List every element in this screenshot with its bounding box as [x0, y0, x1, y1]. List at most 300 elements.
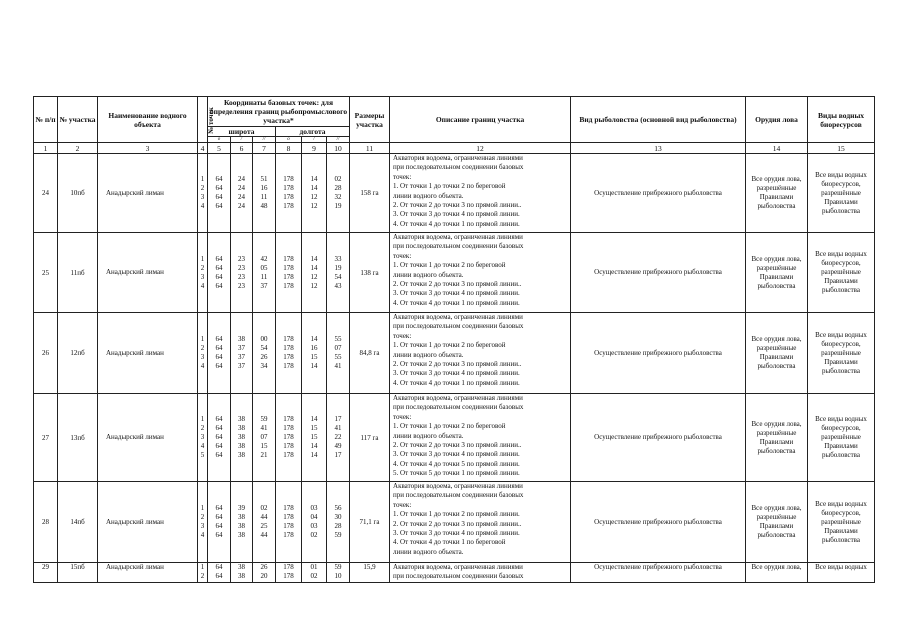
lon-degrees: [276, 482, 302, 563]
lat-minutes: [231, 233, 253, 313]
header-latitude: широта: [208, 127, 276, 137]
lon-seconds-line: 49: [334, 442, 342, 450]
lat-degrees-line: 64: [215, 353, 223, 361]
lat-seconds: [253, 233, 276, 313]
lon-minutes-line: 12: [310, 193, 318, 201]
point-numbers: [198, 563, 208, 583]
point-numbers-line: 4: [200, 202, 205, 210]
section-number: 12пб: [58, 313, 98, 394]
table-row: [34, 313, 875, 394]
fishing-gear: Все орудия лова, разрешённые Правилами рыболовства: [746, 313, 808, 394]
lon-seconds: [327, 482, 350, 563]
lat-minutes-line: 24: [238, 175, 245, 183]
table-body: [34, 154, 875, 583]
boundary-description-line: Акватория водоема, ограниченная линиями: [393, 394, 523, 402]
lon-degrees: [276, 563, 302, 583]
point-numbers-line: 2: [200, 263, 205, 272]
lon-seconds: [327, 563, 350, 583]
col-number: 13: [571, 143, 746, 154]
lon-degrees-line: 178: [283, 353, 294, 361]
point-numbers-line: 3: [200, 272, 205, 281]
lat-minutes: [231, 394, 253, 482]
lon-seconds-line: 33: [334, 254, 342, 263]
lon-degrees-line: 178: [283, 572, 294, 580]
water-body-name: Анадырский лиман: [98, 154, 198, 233]
bio-species: Все виды водных биоресурсов, разрешённые Правилами рыболовства: [808, 482, 875, 563]
lon-seconds-line: 28: [334, 184, 342, 192]
lat-degrees-line: 64: [215, 202, 223, 210]
lon-degrees-line: 178: [283, 531, 294, 539]
lat-seconds-line: 16: [260, 184, 268, 192]
lat-seconds: [253, 313, 276, 394]
section-number: 14пб: [58, 482, 98, 563]
lat-degrees-line: 64: [215, 362, 223, 370]
boundary-description-line: Акватория водоема, ограниченная линиями: [393, 154, 523, 162]
lon-minutes-line: 14: [310, 184, 318, 192]
boundary-description-line: 4. От точки 4 до точки 1 по прямой линии.: [393, 378, 520, 387]
lat-minutes-line: 23: [238, 263, 245, 272]
row-number: 27: [34, 394, 58, 482]
lon-seconds-line: 07: [334, 344, 342, 352]
lon-minutes-line: 14: [310, 415, 318, 423]
lat-minutes-line: 38: [238, 563, 245, 571]
lat-seconds-line: 41: [260, 424, 268, 432]
lon-minutes-line: 03: [310, 504, 318, 512]
boundary-description-line: 1. От точки 1 до точки 2 по береговой: [393, 261, 506, 270]
lon-seconds-line: 10: [334, 572, 342, 580]
lat-degrees-line: 64: [215, 433, 223, 441]
lon-minutes-line: 03: [310, 522, 318, 530]
point-numbers-line: 3: [200, 193, 205, 201]
lon-minutes: [302, 482, 327, 563]
lat-minutes-line: 38: [238, 513, 245, 521]
area-size: 15,9: [350, 563, 390, 583]
header-num: № п/п: [34, 97, 58, 143]
lat-degrees-line: 64: [215, 572, 223, 580]
lat-seconds-line: 15: [260, 442, 268, 450]
boundary-description-line: Акватория водоема, ограниченная линиями: [393, 482, 523, 490]
lon-degrees-line: 178: [283, 193, 294, 201]
point-numbers: [198, 233, 208, 313]
lat-degrees-line: 64: [215, 272, 223, 281]
point-numbers-line: 1: [200, 335, 205, 343]
lat-seconds-line: 02: [260, 504, 268, 512]
boundary-description-line: 1. От точки 1 до точки 2 по береговой: [393, 182, 506, 191]
lon-seconds: [327, 394, 350, 482]
point-numbers-line: 3: [200, 522, 205, 530]
lon-minutes-line: 12: [310, 272, 318, 281]
point-numbers-line: 5: [200, 451, 205, 459]
lat-degrees-line: 64: [215, 281, 223, 290]
lon-seconds-line: 41: [334, 424, 342, 432]
lat-degrees-line: 64: [215, 184, 223, 192]
fishing-gear: Все орудия лова, разрешённые Правилами рыболовства: [746, 154, 808, 233]
row-number: 28: [34, 482, 58, 563]
col-number: 7: [253, 143, 276, 154]
boundary-description-line: точек:: [393, 331, 412, 340]
header-size: Размеры участка: [350, 97, 390, 143]
lat-degrees-line: 64: [215, 531, 223, 539]
lon-degrees: [276, 154, 302, 233]
lat-minutes-line: 24: [238, 202, 245, 210]
lon-minutes-line: 15: [310, 424, 318, 432]
lon-degrees-line: 178: [283, 362, 294, 370]
point-numbers-line: 1: [200, 175, 205, 183]
lon-degrees-line: 178: [283, 563, 294, 571]
lat-degrees-line: 64: [215, 442, 223, 450]
lat-seconds-line: 44: [260, 531, 268, 539]
area-size: 158 га: [350, 154, 390, 233]
col-number: 8: [276, 143, 302, 154]
lon-seconds: [327, 233, 350, 313]
lat-degrees-line: 64: [215, 563, 223, 571]
point-numbers: [198, 394, 208, 482]
fishing-areas-table: [33, 96, 875, 583]
lat-min-sub: /: [231, 137, 253, 143]
boundary-description-line: 3. От точки 3 до точки 4 по прямой линии.: [393, 289, 520, 298]
water-body-name: Анадырский лиман: [98, 313, 198, 394]
header-longitude: долгота: [276, 127, 350, 137]
col-number: 5: [208, 143, 231, 154]
table-row: [34, 394, 875, 482]
lat-degrees: [208, 233, 231, 313]
lat-minutes: [231, 154, 253, 233]
col-number: 4: [198, 143, 208, 154]
lat-seconds-line: 07: [260, 433, 268, 441]
boundary-description-line: Акватория водоема, ограниченная линиями: [393, 563, 523, 571]
lat-minutes-line: 38: [238, 433, 245, 441]
lat-minutes-line: 39: [238, 504, 245, 512]
boundary-description-line: Акватория водоема, ограниченная линиями: [393, 233, 523, 241]
lon-seconds-line: 22: [334, 433, 342, 441]
lat-seconds-line: 42: [260, 254, 268, 263]
lat-degrees-line: 64: [215, 513, 223, 521]
bio-species: Все виды водных: [808, 563, 875, 583]
lat-seconds-line: 00: [260, 335, 268, 343]
lat-degrees-line: 64: [215, 504, 223, 512]
lon-deg-sub: о: [276, 137, 302, 143]
header-gear: Орудия лова: [746, 97, 808, 143]
table-row: [34, 482, 875, 563]
lat-seconds-line: 34: [260, 362, 268, 370]
lat-seconds: [253, 482, 276, 563]
header-coords: Координаты базовых точек: для определения границ рыбопромыслового участка*: [208, 97, 350, 127]
fishing-type: Осуществление прибрежного рыболовства: [571, 482, 746, 563]
lat-minutes-line: 38: [238, 442, 245, 450]
lat-degrees: [208, 313, 231, 394]
lat-minutes-line: 38: [238, 424, 245, 432]
boundary-description-line: 2. От точки 2 до точки 3 по прямой линии..: [393, 360, 522, 369]
lon-minutes-line: 14: [310, 442, 318, 450]
table-row: [34, 154, 875, 233]
point-numbers-line: 1: [200, 415, 205, 423]
fishing-type: Осуществление прибрежного рыболовства: [571, 233, 746, 313]
lon-seconds-line: 54: [334, 272, 342, 281]
lon-minutes-line: 01: [310, 563, 318, 571]
lat-degrees-line: 64: [215, 254, 223, 263]
lat-minutes-line: 37: [238, 353, 245, 361]
bio-species: Все виды водных биоресурсов, разрешённые Правилами рыболовства: [808, 154, 875, 233]
col-number: 11: [350, 143, 390, 154]
lon-degrees-line: 178: [283, 415, 294, 423]
boundary-description-line: линии водного объекта.: [393, 191, 464, 200]
point-numbers-line: 1: [200, 254, 205, 263]
boundary-description-line: 4. От точки 4 до точки 1 по береговой: [393, 538, 506, 547]
point-numbers-line: 2: [200, 424, 205, 432]
col-number: 12: [390, 143, 571, 154]
boundary-description-line: точек:: [393, 500, 412, 509]
lon-seconds-line: 59: [334, 563, 342, 571]
header-fishing-type: Вид рыболовства (основной вид рыболовства): [571, 97, 746, 143]
lon-seconds-line: 55: [334, 353, 342, 361]
boundary-description: [390, 482, 571, 563]
boundary-description-line: 2. От точки 2 до точки 3 по прямой линии..: [393, 519, 522, 528]
lat-deg-sub: о: [208, 137, 231, 143]
lat-minutes-line: 23: [238, 272, 245, 281]
col-number: 9: [302, 143, 327, 154]
lon-minutes: [302, 563, 327, 583]
lat-seconds-line: 26: [260, 563, 268, 571]
lon-minutes-line: 14: [310, 175, 318, 183]
lat-degrees-line: 64: [215, 175, 223, 183]
lon-minutes-line: 02: [310, 531, 318, 539]
point-numbers-line: 4: [200, 281, 205, 290]
boundary-description-line: точек:: [393, 172, 412, 181]
lon-degrees-line: 178: [283, 451, 294, 459]
lat-minutes-line: 38: [238, 451, 245, 459]
lat-minutes: [231, 482, 253, 563]
lon-minutes: [302, 394, 327, 482]
area-size: 71,1 га: [350, 482, 390, 563]
section-number: 11пб: [58, 233, 98, 313]
section-number: 10пб: [58, 154, 98, 233]
row-number: 25: [34, 233, 58, 313]
boundary-description-line: при последовательном соединении базовых: [393, 322, 524, 331]
lat-degrees-line: 64: [215, 344, 223, 352]
lon-seconds-line: 02: [334, 175, 342, 183]
boundary-description-line: при последовательном соединении базовых: [393, 403, 524, 412]
lon-degrees-line: 178: [283, 513, 294, 521]
lon-seconds-line: 17: [334, 451, 342, 459]
boundary-description-line: 3. От точки 3 до точки 4 по прямой линии.: [393, 529, 520, 538]
lat-seconds: [253, 154, 276, 233]
document-sheet: [33, 96, 874, 583]
col-number: 1: [34, 143, 58, 154]
boundary-description-line: при последовательном соединении базовых: [393, 163, 524, 172]
boundary-description-line: 3. От точки 3 до точки 4 по прямой линии.: [393, 210, 520, 219]
lon-degrees-line: 178: [283, 335, 294, 343]
lon-degrees-line: 178: [283, 522, 294, 530]
lon-degrees-line: 178: [283, 254, 294, 263]
lat-seconds-line: 54: [260, 344, 268, 352]
boundary-description-line: 1. От точки 1 до точки 2 по береговой: [393, 341, 506, 350]
lat-seconds-line: 05: [260, 263, 268, 272]
boundary-description-line: при последовательном соединении базовых: [393, 572, 524, 581]
lon-min-sub: /: [302, 137, 327, 143]
lon-degrees-line: 178: [283, 281, 294, 290]
lat-minutes-line: 38: [238, 335, 245, 343]
fishing-gear: Все орудия лова,: [746, 563, 808, 583]
lat-degrees-line: 64: [215, 193, 223, 201]
lat-seconds: [253, 394, 276, 482]
lon-seconds-line: 17: [334, 415, 342, 423]
lon-seconds-line: 41: [334, 362, 342, 370]
boundary-description-line: 3. От точки 3 до точки 4 по прямой линии.: [393, 450, 520, 459]
fishing-gear: Все орудия лова, разрешённые Правилами рыболовства: [746, 394, 808, 482]
lat-minutes-line: 38: [238, 531, 245, 539]
lat-seconds-line: 59: [260, 415, 268, 423]
boundary-description-line: 2. От точки 2 до точки 3 по прямой линии..: [393, 280, 522, 289]
boundary-description-line: линии водного объекта.: [393, 270, 464, 279]
table-row: [34, 233, 875, 313]
lon-degrees-line: 178: [283, 272, 294, 281]
point-numbers-line: 3: [200, 433, 205, 441]
point-numbers-line: 4: [200, 442, 205, 450]
boundary-description-line: 2. От точки 2 до точки 3 по прямой линии..: [393, 441, 522, 450]
fishing-type: Осуществление прибрежного рыболовства: [571, 313, 746, 394]
header-water-body: Наименование водного объекта: [98, 97, 198, 143]
lat-seconds-line: 44: [260, 513, 268, 521]
lon-degrees: [276, 313, 302, 394]
point-numbers-line: 2: [200, 344, 205, 352]
boundary-description-line: линии водного объекта.: [393, 431, 464, 440]
lat-seconds-line: 48: [260, 202, 268, 210]
lat-seconds-line: 20: [260, 572, 268, 580]
lon-minutes-line: 14: [310, 335, 318, 343]
column-number-row: [34, 143, 875, 154]
lat-minutes-line: 24: [238, 193, 245, 201]
area-size: 84,8 га: [350, 313, 390, 394]
lon-minutes-line: 14: [310, 362, 318, 370]
lat-degrees-line: 64: [215, 522, 223, 530]
lat-degrees-line: 64: [215, 335, 223, 343]
lon-minutes: [302, 233, 327, 313]
lon-seconds-line: 59: [334, 531, 342, 539]
lon-degrees-line: 178: [283, 175, 294, 183]
lat-seconds-line: 11: [260, 272, 268, 281]
lat-sec-sub: //: [253, 137, 276, 143]
table-header: [34, 97, 875, 154]
header-section-no: № участка: [58, 97, 98, 143]
bio-species: Все виды водных биоресурсов, разрешённые Правилами рыболовства: [808, 233, 875, 313]
boundary-description-line: точек:: [393, 251, 412, 260]
lat-degrees: [208, 482, 231, 563]
lon-minutes: [302, 154, 327, 233]
point-numbers-line: 4: [200, 362, 205, 370]
boundary-description-line: 1. От точки 1 до точки 2 по прямой линии.: [393, 510, 520, 519]
row-number: 24: [34, 154, 58, 233]
boundary-description: [390, 233, 571, 313]
boundary-description-line: линии водного объекта.: [393, 350, 464, 359]
water-body-name: Анадырский лиман: [98, 482, 198, 563]
point-numbers: [198, 313, 208, 394]
col-number: 10: [327, 143, 350, 154]
lat-degrees-line: 64: [215, 415, 223, 423]
lat-minutes-line: 37: [238, 344, 245, 352]
lon-degrees-line: 178: [283, 504, 294, 512]
boundary-description-line: Акватория водоема, ограниченная линиями: [393, 313, 523, 321]
fishing-gear: Все орудия лова, разрешённые Правилами рыболовства: [746, 233, 808, 313]
fishing-type: Осуществление прибрежного рыболовства: [571, 563, 746, 583]
boundary-description-line: 5. От точки 5 до точки 1 по прямой линии.: [393, 469, 520, 478]
header-point-no: № точек: [198, 97, 208, 143]
lat-seconds-line: 51: [260, 175, 268, 183]
lat-seconds-line: 25: [260, 522, 268, 530]
lon-degrees-line: 178: [283, 202, 294, 210]
point-numbers-line: 2: [200, 184, 205, 192]
lon-minutes-line: 15: [310, 433, 318, 441]
lon-seconds-line: 55: [334, 335, 342, 343]
section-number: 13пб: [58, 394, 98, 482]
boundary-description-line: 4. От точки 4 до точки 1 по прямой линии.: [393, 219, 520, 228]
lat-minutes-line: 23: [238, 281, 245, 290]
lat-minutes-line: 38: [238, 522, 245, 530]
lon-degrees-line: 178: [283, 263, 294, 272]
boundary-description: [390, 563, 571, 583]
lat-seconds-line: 11: [260, 193, 268, 201]
boundary-description-line: 4. От точки 4 до точки 1 по прямой линии.: [393, 298, 520, 307]
table-row: [34, 563, 875, 583]
lon-minutes-line: 12: [310, 202, 318, 210]
lat-seconds: [253, 563, 276, 583]
lat-seconds-line: 21: [260, 451, 268, 459]
bio-species: Все виды водных биоресурсов, разрешённые Правилами рыболовства: [808, 313, 875, 394]
lon-seconds-line: 19: [334, 263, 342, 272]
lon-minutes-line: 04: [310, 513, 318, 521]
boundary-description-line: при последовательном соединении базовых: [393, 242, 524, 251]
lat-minutes-line: 38: [238, 415, 245, 423]
lon-degrees-line: 178: [283, 433, 294, 441]
lat-minutes-line: 37: [238, 362, 245, 370]
row-number: 29: [34, 563, 58, 583]
header-description: Описание границ участка: [390, 97, 571, 143]
col-number: 2: [58, 143, 98, 154]
lon-minutes-line: 14: [310, 254, 318, 263]
lon-degrees-line: 178: [283, 344, 294, 352]
lon-minutes-line: 15: [310, 353, 318, 361]
lat-degrees-line: 64: [215, 263, 223, 272]
area-size: 138 га: [350, 233, 390, 313]
boundary-description-line: 3. От точки 3 до точки 4 по прямой линии.: [393, 369, 520, 378]
lon-seconds: [327, 313, 350, 394]
lon-seconds-line: 43: [334, 281, 342, 290]
lon-degrees-line: 178: [283, 184, 294, 192]
lat-degrees: [208, 154, 231, 233]
boundary-description: [390, 394, 571, 482]
point-numbers-line: 1: [200, 563, 205, 571]
point-numbers-line: 3: [200, 353, 205, 361]
boundary-description: [390, 154, 571, 233]
fishing-type: Осуществление прибрежного рыболовства: [571, 394, 746, 482]
lon-seconds: [327, 154, 350, 233]
lat-seconds-line: 26: [260, 353, 268, 361]
boundary-description-line: при последовательном соединении базовых: [393, 491, 524, 500]
point-numbers-line: 4: [200, 531, 205, 539]
lat-degrees: [208, 563, 231, 583]
boundary-description-line: 1. От точки 1 до точки 2 по береговой: [393, 422, 506, 431]
lon-minutes-line: 16: [310, 344, 318, 352]
lon-minutes: [302, 313, 327, 394]
col-number: 14: [746, 143, 808, 154]
lat-minutes-line: 24: [238, 184, 245, 192]
lon-degrees: [276, 233, 302, 313]
boundary-description-line: точек:: [393, 412, 412, 421]
lat-degrees-line: 64: [215, 424, 223, 432]
point-numbers: [198, 482, 208, 563]
lon-sec-sub: //: [327, 137, 350, 143]
lat-minutes: [231, 313, 253, 394]
area-size: 117 га: [350, 394, 390, 482]
